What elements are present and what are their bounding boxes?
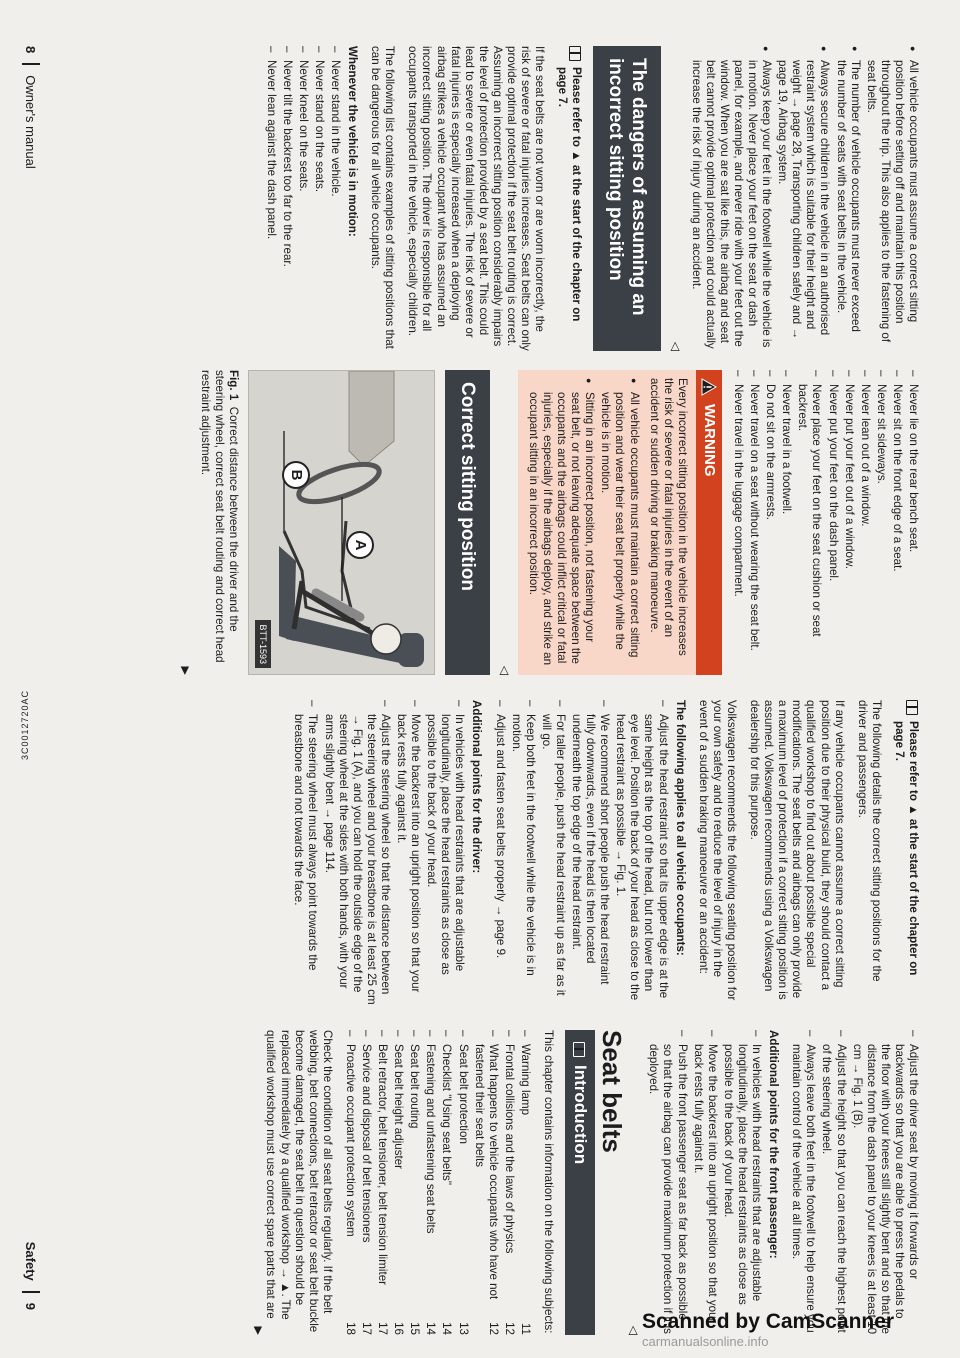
section-end-mark: ◁ [669,341,684,351]
chapter-title: Seat belts [597,1030,628,1153]
paragraph: If the seat belts are not worn or are worn incorrectly, the risk of severe or fatal injuries increases. Seat belts can only provide optimal protection if the seat belt routing is correct. Assuming an incorrect sitting position considerably impairs the level of protection provided by a seat belt. This could lead to severe or even fatal injuries. The risk of severe or fatal injuries is especially increased when a deploying airbag strikes a vehicle occupant who has assumed an incorrect sitting position. The driver is responsible for all occupants transported in the vehicle, especially children. [406,46,547,351]
scanner-watermark: Scanned by CamScanner [642,1310,895,1333]
topic-list [343,1030,532,1335]
column-1 [255,46,920,351]
document-code: 3C0012720AC [20,690,30,761]
footer-divider [22,1291,40,1293]
list-item: – The steering wheel must always point towards the breastbone and not towards the face. [291,700,319,1005]
caption-label: Fig. 1 [226,370,240,401]
list-item: – Never lean against the dash panel. [264,46,278,351]
list-item: – Never stand on the seats. [312,46,326,351]
label-a-badge: A [346,531,374,559]
site-watermark: carmanualsonline.info [642,1334,769,1349]
warning-intro: Every incorrect sitting position in the vehicle increases the risk of severe or fatal injuries in the event of an accident or sudden driving or braking manoeuvre. [647,378,689,656]
column-2 [178,370,920,675]
warning-triangle-icon [701,378,717,396]
list-item: – Always leave both feet in the footwell to help ensure you maintain control of the vehicle at all times. [789,1030,817,1335]
list-item: – Move the backrest into an upright position so that your back rests fully against it. [394,700,422,1005]
motion-list [264,46,342,351]
paragraph: If any vehicle occupants cannot assume a correct sitting position due to their physical build, they should contact a qualified workshop to find out about possible special modifications. The seat belts and airbags can only provide a maximum level of protection if a correct sitting position is assumed. Volkswagen recommends using a Volkswagen dealership for this purpose. [748,700,846,1000]
subheading: The following applies to all vehicle occupants: [673,700,687,956]
all-occupants-list [492,700,669,1005]
list-item: – Never travel in a footwell. [779,370,793,675]
list-item: – Never sit on the front edge of a seat. [890,370,904,675]
list-item: – Never tilt the backrest too far to the rear. [280,46,294,351]
list-item: – In vehicles with head restraints that are adjustable longitudinally, place the head restraints as close as possible to the back of your head. [424,700,466,1005]
list-item: – Never travel in the luggage compartment. [731,370,745,675]
warning-body [518,370,696,675]
subheading: Additional points for the driver: [470,700,484,874]
footer-left [22,46,40,169]
section-end-mark: ◁ [497,665,512,675]
subheading: Whenever the vehicle is in motion: [346,46,360,237]
list-item: – Adjust the height so that you can reach the highest point of the steering wheel. [819,1030,847,1335]
continue-mark: ▶ [252,1326,265,1335]
warning-title: WARNING [700,404,718,477]
chapter-reference [555,46,583,351]
footer-title-left: Owner's manual [23,75,39,169]
list-item: – Adjust the driver seat by moving it forwards or backwards so that you are able to press the pedals to the floor with your knees still slightly bent and so that the distance from the dash panel to your knees is at least 10 cm → Fig. 1 (B). [850,1030,920,1335]
book-icon [906,700,918,715]
section-title-correct-position: Correct sitting position [445,370,490,675]
list-item: – Never place your feet on the seat cushion or seat backrest. [795,370,823,675]
topic-row[interactable]: – Proactive occupant protection system 18 [343,1030,357,1335]
figure-code: BTT-1593 [255,620,271,668]
reference-text: Please refer to ▲ at the start of the chapter on page 7. [892,721,920,976]
book-icon [569,46,581,61]
list-item: – Move the backrest into an upright position so that your back rests fully against it. [691,1030,719,1335]
never-list [731,370,920,675]
list-item: – Never put your feet on the dash panel. [825,370,839,675]
topic-row[interactable]: – Seat belt height adjuster 16 [391,1030,405,1335]
driver-seat-illustration [249,371,434,675]
footer-right [22,1242,40,1310]
list-item: ● The number of vehicle occupants must never exceed the number of seats with seat belts in the vehicle. [833,46,861,351]
paragraph: Volkswagen recommends the following seating position for your own safety and to reduce the level of injury in the event of a sudden braking manoeuvre or an accident: [696,700,738,1001]
paragraph: This chapter contains information on the following subjects: [542,1030,556,1334]
topic-row[interactable]: – Frontal collisions and the laws of physics 12 [502,1030,516,1335]
warning-bullets [526,378,641,667]
list-item: – Never lie on the rear bench seat. [906,370,920,675]
list-item: – Never travel on a seat without wearing the seat belt. [747,370,761,675]
topic-row[interactable]: – Checklist "Using seat belts" 14 [439,1030,453,1335]
topic-row[interactable]: – Fastening and unfastening seat belts 14 [423,1030,437,1335]
page-number-left: 8 [23,46,39,54]
introduction-header [565,1030,595,1335]
list-item: – Push the front passenger seat as far back as possible so that the airbag can provide maximum protection if it is deployed. [646,1030,688,1335]
topic-row[interactable]: – Service and disposal of belt tensioners 17 [359,1030,373,1335]
list-item: ● Always secure children in the vehicle in an authorised restraint system which is suitable for their height and weight → page 28, Transporting children safely and → page 19, Airbag system. [775,46,831,351]
list-item: ● Sitting in an incorrect position, not fastening your seat belt, or not leaving adequate space between the occupants and the airbags could inflict critical or fatal injuries, especially if the airbags deploy, and strike an occupant sitting in an incorrect position. [526,378,596,667]
topic-row[interactable]: – Belt retractor, belt tensioner, belt tension limiter 17 [375,1030,389,1335]
topic-row[interactable]: – Seat belt routing 15 [407,1030,421,1335]
list-item: – Never kneel on the seats. [296,46,310,351]
list-item: – Keep both feet in the footwell while the vehicle is in motion. [509,700,537,1005]
list-item: – Never sit sideways. [874,370,888,675]
warning-box [518,370,722,675]
section-title-dangers: The dangers of assuming an incorrect sitting position [593,46,661,351]
topic-row[interactable]: – Seat belt protection 13 [455,1030,469,1335]
list-item: – Never put your feet out of a window. [842,370,856,675]
topic-row[interactable]: – What happens to vehicle occupants who have not fastened their seat belts 12 [472,1030,500,1335]
list-item: – In vehicles with head restraints that are adjustable longitudinally, place the head restraints as close as possible to the back of your head. [721,1030,763,1335]
list-item: – Never lean out of a window. [858,370,872,675]
list-item: ● Always keep your feet in the footwell while the vehicle is in motion. Never place your feet on the seat or dash panel, for example, and never ride with your feet out the window. When you are sat like this, the airbag and seat belt cannot provide optimal protection and could actually increase the risk of injury during an accident. [689,46,774,351]
paragraph: Check the condition of all seat belts regularly. If the belt webbing, belt connections, belt retractor or seat belt buckle become damaged, the seat belt in question should be replaced immediately by a qualified workshop → ▲. The qualified workshop must use correct spare parts that are [264,1030,334,1333]
list-item: – Do not sit on the armrests. [763,370,777,675]
list-item: ● All vehicle occupants must maintain a correct sitting position and wear their seat belt properly while the vehicle is in motion. [598,378,640,667]
label-b-badge: B [282,461,310,489]
chapter-reference [892,700,920,1005]
topic-row[interactable]: – Warning lamp 11 [518,1030,532,1335]
driver-list [291,700,466,1005]
introduction-title: Introduction [571,1065,591,1165]
list-item: – For taller people, push the head restraint up as far as it will go. [539,700,567,1005]
figure-sitting-position [248,370,435,675]
footer-title-right: Safety [23,1241,39,1281]
top-bullet-list [689,46,921,351]
figure-caption [197,370,239,675]
list-item: – Never stand in the vehicle. [328,46,342,351]
list-item: – Adjust the steering wheel so that the distance between the steering wheel and your breastbone is at least 25 cm → Fig. 1 (A), and you can hold the outside edge of the steering wheel at the sides with both hands, with your arms slightly bent → page 114. [321,700,391,1005]
page-number-right: 9 [23,1302,39,1310]
driver-list-continued [789,1030,920,1335]
section-end-mark: ◁ [627,1325,642,1335]
passenger-list [646,1030,763,1335]
list-item: – Adjust the head restraint so that its upper edge is at the same height as the top of the head, but not lower than eye level. Position the back of your head as close to the head restraint as possible → Fig. 1. [613,700,669,1005]
list-item: ● All vehicle occupants must assume a correct sitting position before setting off and maintain this position throughout the trip. This also applies to the fastening of seat belts. [864,46,920,351]
warning-header [696,370,722,675]
column-4 [251,1030,920,1335]
column-3 [282,700,920,1005]
continue-mark: ▶ [179,666,192,675]
list-item: – We recommend short people push the head restraint fully downwards, even if the head is then located underneath the top edge of the head restraint. [569,700,611,1005]
subheading: Additional points for the front passenger: [767,1030,781,1259]
list-item: – Adjust and fasten seat belts properly → page 9. [492,700,506,1005]
book-icon [573,1042,585,1057]
paragraph: The following list contains examples of sitting positions that can be dangerous for all vehicle occupants. [369,46,397,349]
footer-divider [22,63,40,65]
caption-text: Correct distance between the driver and the steering wheel, correct seat belt routing and correct head restraint adjustment. [198,370,240,663]
reference-text: Please refer to ▲ at the start of the chapter on page 7. [556,67,584,322]
paragraph: The following details the correct sitting positions for the driver and passengers. [855,700,883,982]
